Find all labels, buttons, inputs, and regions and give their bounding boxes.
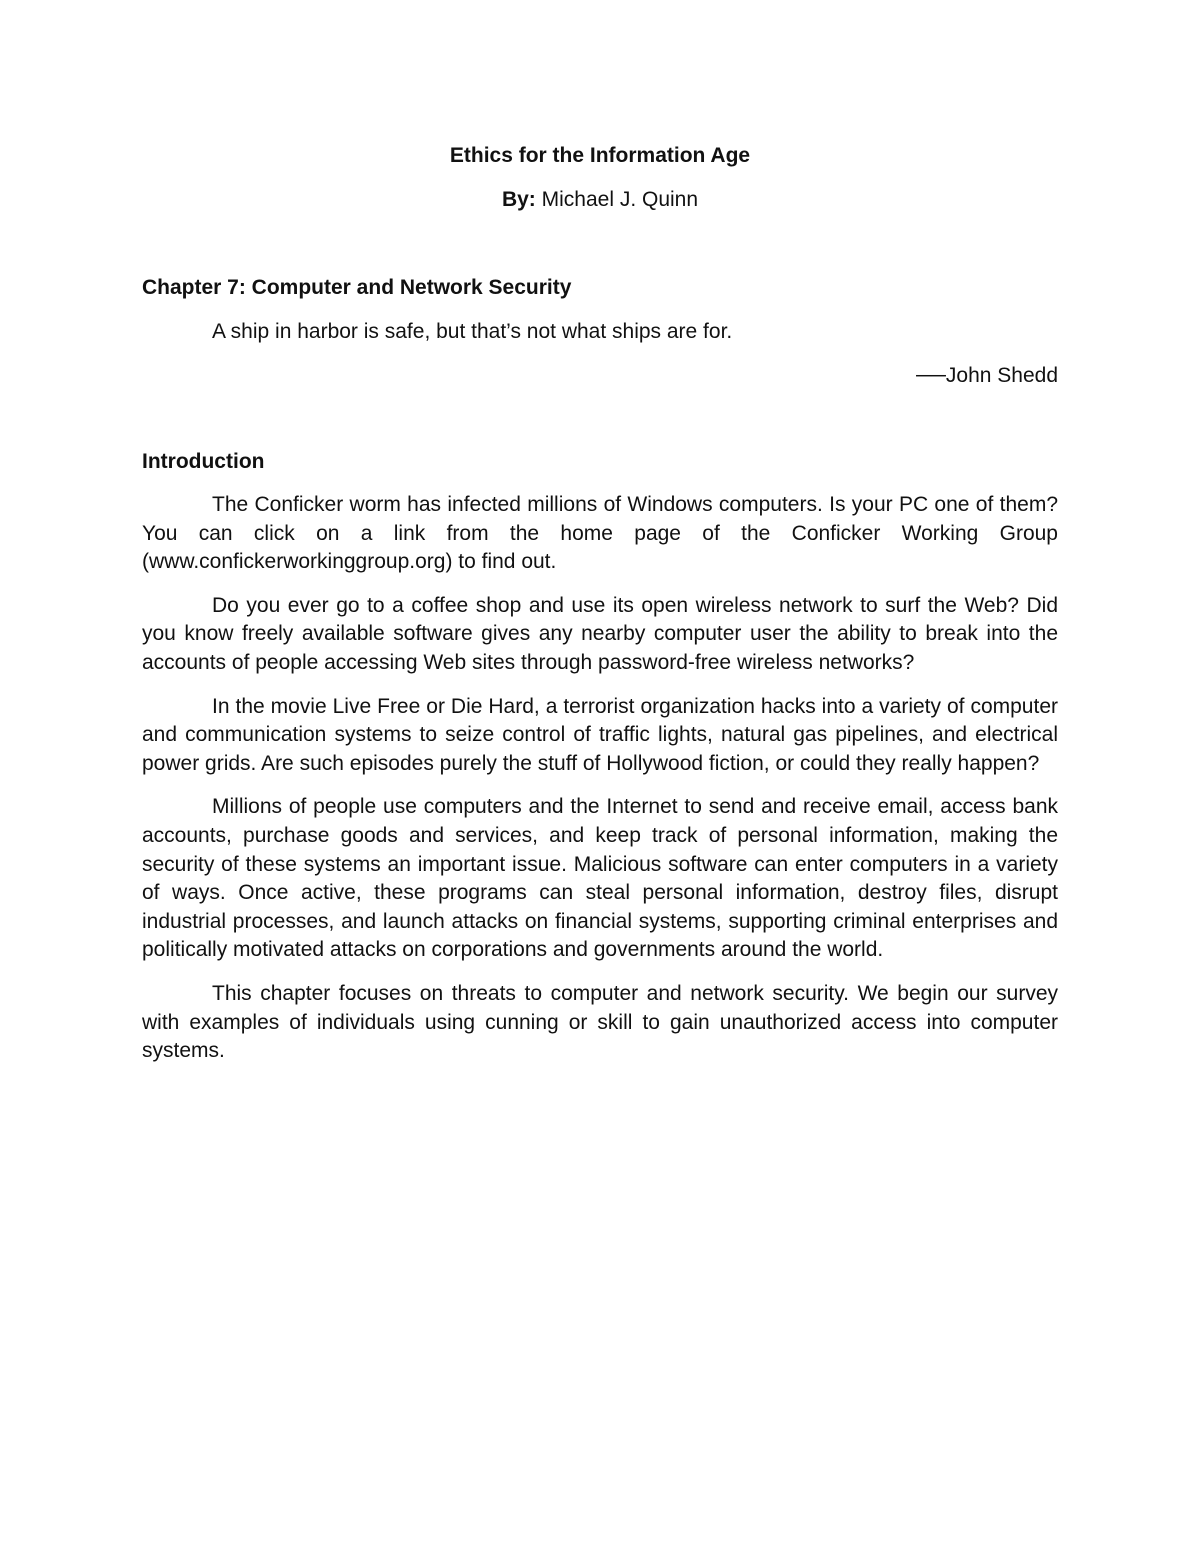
- byline-label: By:: [501, 188, 536, 211]
- paragraph: This chapter focuses on threats to computer and network security. We begin our survey with examples of individuals using cunning or skill to gain unauthorized access into computer systems.: [142, 981, 1058, 1063]
- epigraph-quote: A ship in harbor is safe, but that’s not what ships are for.: [212, 320, 733, 343]
- document-body: [142, 140, 1058, 1066]
- paragraph: The Conficker worm has infected millions of Windows computers. Is your PC one of them? You can click on a link from the home page of the Conficker Working Group (www.confickerworkinggroup.org) to find out.: [142, 493, 1058, 574]
- author-name: Michael J. Quinn: [541, 188, 699, 211]
- paragraph: Do you ever go to a coffee shop and use its open wireless network to surf the Web? Did you know freely available software gives any nearby computer user the ability to break into the accounts of people accessing Web sites through password-free wireless networks?: [142, 593, 1058, 674]
- byline: [142, 184, 1058, 216]
- chapter-heading: Chapter 7: Computer and Network Security: [142, 276, 572, 299]
- epigraph-attribution: ──John Shedd: [916, 364, 1058, 387]
- paragraph: In the movie Live Free or Die Hard, a terrorist organization hacks into a variety of computer and communication systems to seize control of traffic lights, natural gas pipelines, and electrical power grids. Are such episodes purely the stuff of Hollywood fiction, or could they really happen?: [142, 694, 1058, 775]
- document-title: Ethics for the Information Age: [449, 144, 751, 167]
- section-heading-introduction: Introduction: [142, 450, 265, 473]
- paragraph: Millions of people use computers and the Internet to send and receive email, access bank accounts, purchase goods and services, and keep track of personal information, making the security of these systems an important issue. Malicious software can enter computers in a variety of ways. Once active, these programs can steal personal information, destroy files, disrupt industrial processes, and launch attacks on financial systems, supporting criminal enterprises and politically motivated attacks on corporations and governments around the world.: [142, 795, 1058, 962]
